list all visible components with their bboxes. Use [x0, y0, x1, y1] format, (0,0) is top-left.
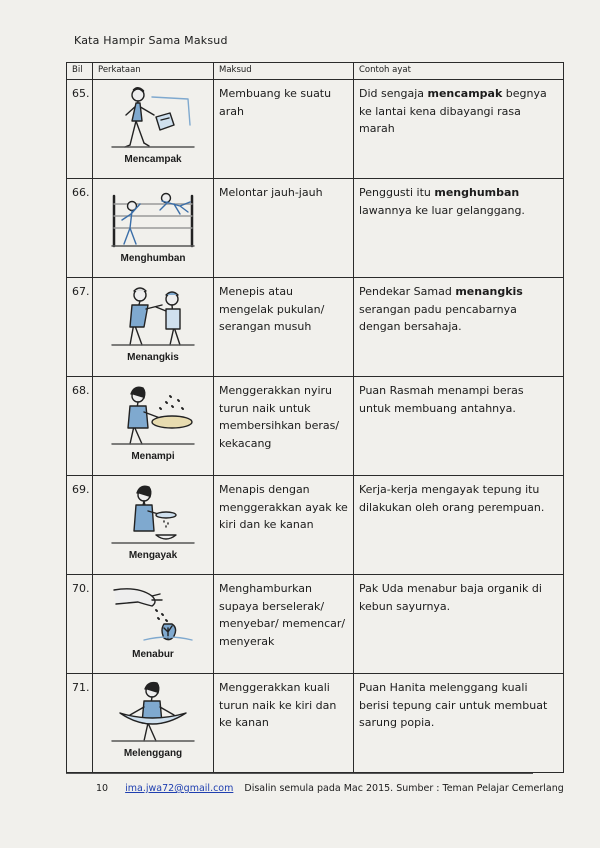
- meaning-cell: Menghamburkan supaya berselerak/ menyebar/ memencar/ menyerak: [214, 575, 354, 674]
- word-cell: [93, 575, 214, 674]
- wrestlers-in-ring-icon: [108, 184, 198, 252]
- example-cell: [354, 278, 564, 377]
- example-keyword: mencampak: [427, 87, 503, 100]
- word-label: Melenggang: [123, 748, 183, 759]
- example-text: Did sengaja: [359, 87, 428, 100]
- person-throwing-bag-icon: [108, 85, 198, 153]
- meaning-cell: Menggerakkan kuali turun naik ke kiri dan ke kanan: [214, 674, 354, 773]
- example-text: lawannya ke luar gelanggang.: [359, 203, 525, 217]
- row-number: 68.: [67, 377, 93, 476]
- column-header-meaning: Maksud: [214, 63, 354, 80]
- row-number: 69.: [67, 476, 93, 575]
- page-footer: [96, 783, 564, 794]
- example-text: Puan Rasmah menampi beras untuk membuang antahnya.: [359, 384, 524, 415]
- hand-scattering-seeds-icon: [108, 580, 198, 648]
- vocabulary-table: [66, 62, 564, 773]
- example-cell: [354, 476, 564, 575]
- column-header-example: Contoh ayat: [354, 63, 564, 80]
- table-row: [67, 377, 564, 476]
- footer-divider: [66, 773, 533, 774]
- example-keyword: menangkis: [455, 285, 523, 298]
- word-cell: [93, 476, 214, 575]
- example-cell: [354, 674, 564, 773]
- example-cell: [354, 377, 564, 476]
- column-header-bil: Bil: [67, 63, 93, 80]
- example-cell: [354, 179, 564, 278]
- word-label: Menabur: [132, 649, 174, 660]
- word-label: Menghumban: [120, 253, 186, 264]
- example-text: Puan Hanita melenggang kuali berisi tepung cair untuk membuat sarung popia.: [359, 681, 548, 729]
- row-number: 70.: [67, 575, 93, 674]
- source-note: Disalin semula pada Mac 2015. Sumber : Teman Pelajar Cemerlang: [244, 783, 564, 794]
- table-row: [67, 278, 564, 377]
- table-header-row: [67, 63, 564, 80]
- meaning-cell: Menepis atau mengelak pukulan/ serangan musuh: [214, 278, 354, 377]
- example-cell: [354, 80, 564, 179]
- word-cell: [93, 674, 214, 773]
- example-text: Kerja-kerja mengayak tepung itu dilakukan oleh orang perempuan.: [359, 483, 545, 514]
- example-keyword: menghumban: [434, 186, 520, 199]
- column-header-word: Perkataan: [93, 63, 214, 80]
- table-row: [67, 575, 564, 674]
- row-number: 65.: [67, 80, 93, 179]
- word-label: Menampi: [131, 451, 175, 462]
- row-number: 66.: [67, 179, 93, 278]
- meaning-cell: Menapis dengan menggerakkan ayak ke kiri dan ke kanan: [214, 476, 354, 575]
- page-number: 10: [96, 783, 109, 794]
- table-row: [67, 80, 564, 179]
- table-row: [67, 674, 564, 773]
- table-row: [67, 476, 564, 575]
- example-text: Pendekar Samad: [359, 285, 456, 298]
- woman-sifting-bowl-icon: [108, 481, 198, 549]
- person-blocking-punch-icon: [108, 283, 198, 351]
- word-cell: [93, 377, 214, 476]
- word-label: Mengayak: [128, 550, 178, 561]
- table-row: [67, 179, 564, 278]
- word-label: Mencampak: [124, 154, 182, 165]
- example-cell: [354, 575, 564, 674]
- woman-swinging-wok-icon: [108, 679, 198, 747]
- page-title: Kata Hampir Sama Maksud: [74, 34, 228, 47]
- word-cell: [93, 80, 214, 179]
- example-text: serangan padu pencabarnya dengan bersahaja.: [359, 302, 517, 333]
- meaning-cell: Membuang ke suatu arah: [214, 80, 354, 179]
- word-cell: [93, 278, 214, 377]
- author-email-link[interactable]: ima.jwa72@gmail.com: [125, 783, 234, 794]
- word-cell: [93, 179, 214, 278]
- row-number: 67.: [67, 278, 93, 377]
- meaning-cell: Menggerakkan nyiru turun naik untuk membersihkan beras/ kekacang: [214, 377, 354, 476]
- word-label: Menangkis: [127, 352, 179, 363]
- woman-winnowing-tray-icon: [108, 382, 198, 450]
- example-text: begnya ke lantai kena dibayangi rasa marah: [359, 87, 547, 135]
- meaning-cell: Melontar jauh-jauh: [214, 179, 354, 278]
- row-number: 71.: [67, 674, 93, 773]
- example-text: Pak Uda menabur baja organik di kebun sayurnya.: [359, 582, 542, 613]
- example-text: Penggusti itu: [359, 186, 435, 199]
